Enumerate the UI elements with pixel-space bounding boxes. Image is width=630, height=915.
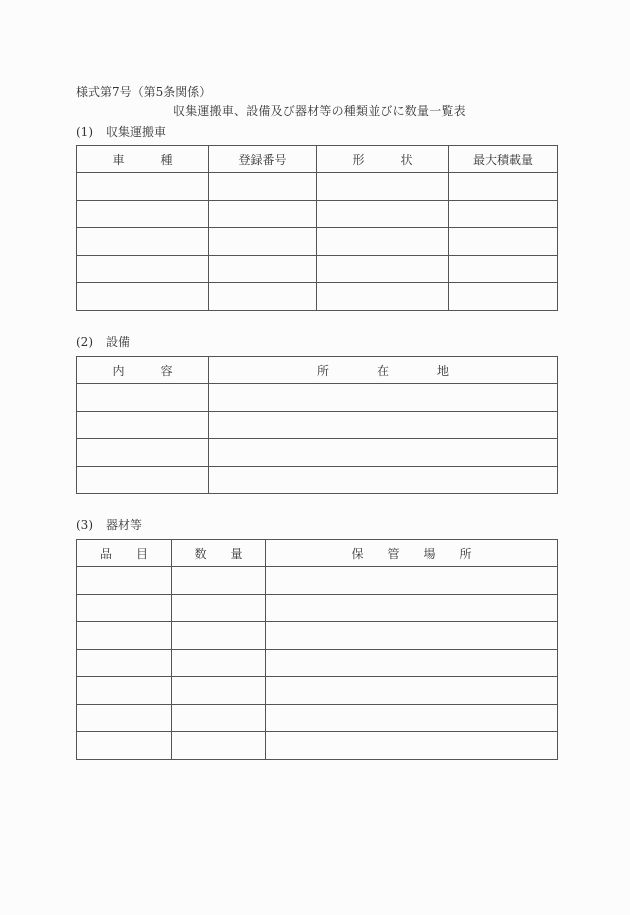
cell-shape[interactable] [317,200,449,228]
cell-item[interactable] [77,704,172,732]
table-row [77,255,558,283]
cell-registration-number[interactable] [209,255,317,283]
section-1-label: 収集運搬車 [106,125,167,139]
table-row [77,283,558,311]
form-number: 様式第7号（第5条関係） [76,85,212,99]
section-3-label: 器材等 [106,518,143,532]
section-1-number: (1) [76,125,93,139]
cell-storage-location[interactable] [266,567,558,595]
cell-contents[interactable] [77,466,209,494]
document-title: 収集運搬車、設備及び器材等の種類並びに数量一覧表 [173,104,466,118]
cell-storage-location[interactable] [266,622,558,650]
cell-vehicle-type[interactable] [77,173,209,201]
cell-vehicle-type[interactable] [77,228,209,256]
table-header-row [77,146,558,173]
cell-registration-number[interactable] [209,173,317,201]
cell-storage-location[interactable] [266,704,558,732]
cell-storage-location[interactable] [266,677,558,705]
cell-shape[interactable] [317,283,449,311]
cell-vehicle-type[interactable] [77,200,209,228]
table-row [77,567,558,595]
materials-table [76,539,558,760]
section-2-label: 設備 [106,335,131,349]
cell-storage-location[interactable] [266,649,558,677]
cell-quantity[interactable] [172,649,266,677]
column-header-location: 所 在 地 [209,357,558,384]
cell-max-load[interactable] [449,228,558,256]
table-row [77,439,558,467]
cell-shape[interactable] [317,173,449,201]
cell-contents[interactable] [77,411,209,439]
cell-registration-number[interactable] [209,228,317,256]
cell-item[interactable] [77,594,172,622]
table-row [77,173,558,201]
column-header-contents: 内 容 [77,357,209,384]
cell-registration-number[interactable] [209,200,317,228]
section-2-heading [76,333,130,350]
column-header-max-load: 最大積載量 [449,146,558,173]
equipment-table [76,356,558,494]
column-header-storage-location: 保 管 場 所 [266,540,558,567]
table-row [77,677,558,705]
cell-contents[interactable] [77,384,209,412]
cell-quantity[interactable] [172,704,266,732]
section-3-number: (3) [76,518,93,532]
column-header-vehicle-type: 車 種 [77,146,209,173]
table-row [77,704,558,732]
cell-vehicle-type[interactable] [77,255,209,283]
cell-max-load[interactable] [449,255,558,283]
column-header-item: 品 目 [77,540,172,567]
cell-item[interactable] [77,732,172,760]
table-header-row [77,357,558,384]
cell-shape[interactable] [317,255,449,283]
table-row [77,228,558,256]
table-row [77,649,558,677]
cell-location[interactable] [209,439,558,467]
column-header-shape: 形 状 [317,146,449,173]
cell-location[interactable] [209,466,558,494]
collection-vehicles-table [76,145,558,311]
table-row [77,622,558,650]
table-row [77,732,558,760]
cell-storage-location[interactable] [266,594,558,622]
cell-vehicle-type[interactable] [77,283,209,311]
cell-max-load[interactable] [449,173,558,201]
cell-item[interactable] [77,622,172,650]
cell-max-load[interactable] [449,200,558,228]
section-2-number: (2) [76,335,93,349]
cell-max-load[interactable] [449,283,558,311]
column-header-registration-number: 登録番号 [209,146,317,173]
cell-quantity[interactable] [172,594,266,622]
table-row [77,411,558,439]
cell-contents[interactable] [77,439,209,467]
cell-registration-number[interactable] [209,283,317,311]
section-1-heading [76,123,166,140]
table-row [77,594,558,622]
table-header-row [77,540,558,567]
cell-item[interactable] [77,567,172,595]
cell-location[interactable] [209,411,558,439]
cell-item[interactable] [77,677,172,705]
cell-quantity[interactable] [172,622,266,650]
section-3-heading [76,516,142,533]
column-header-quantity: 数 量 [172,540,266,567]
cell-quantity[interactable] [172,677,266,705]
cell-item[interactable] [77,649,172,677]
cell-location[interactable] [209,384,558,412]
table-row [77,200,558,228]
cell-storage-location[interactable] [266,732,558,760]
cell-shape[interactable] [317,228,449,256]
table-row [77,384,558,412]
cell-quantity[interactable] [172,567,266,595]
table-row [77,466,558,494]
cell-quantity[interactable] [172,732,266,760]
